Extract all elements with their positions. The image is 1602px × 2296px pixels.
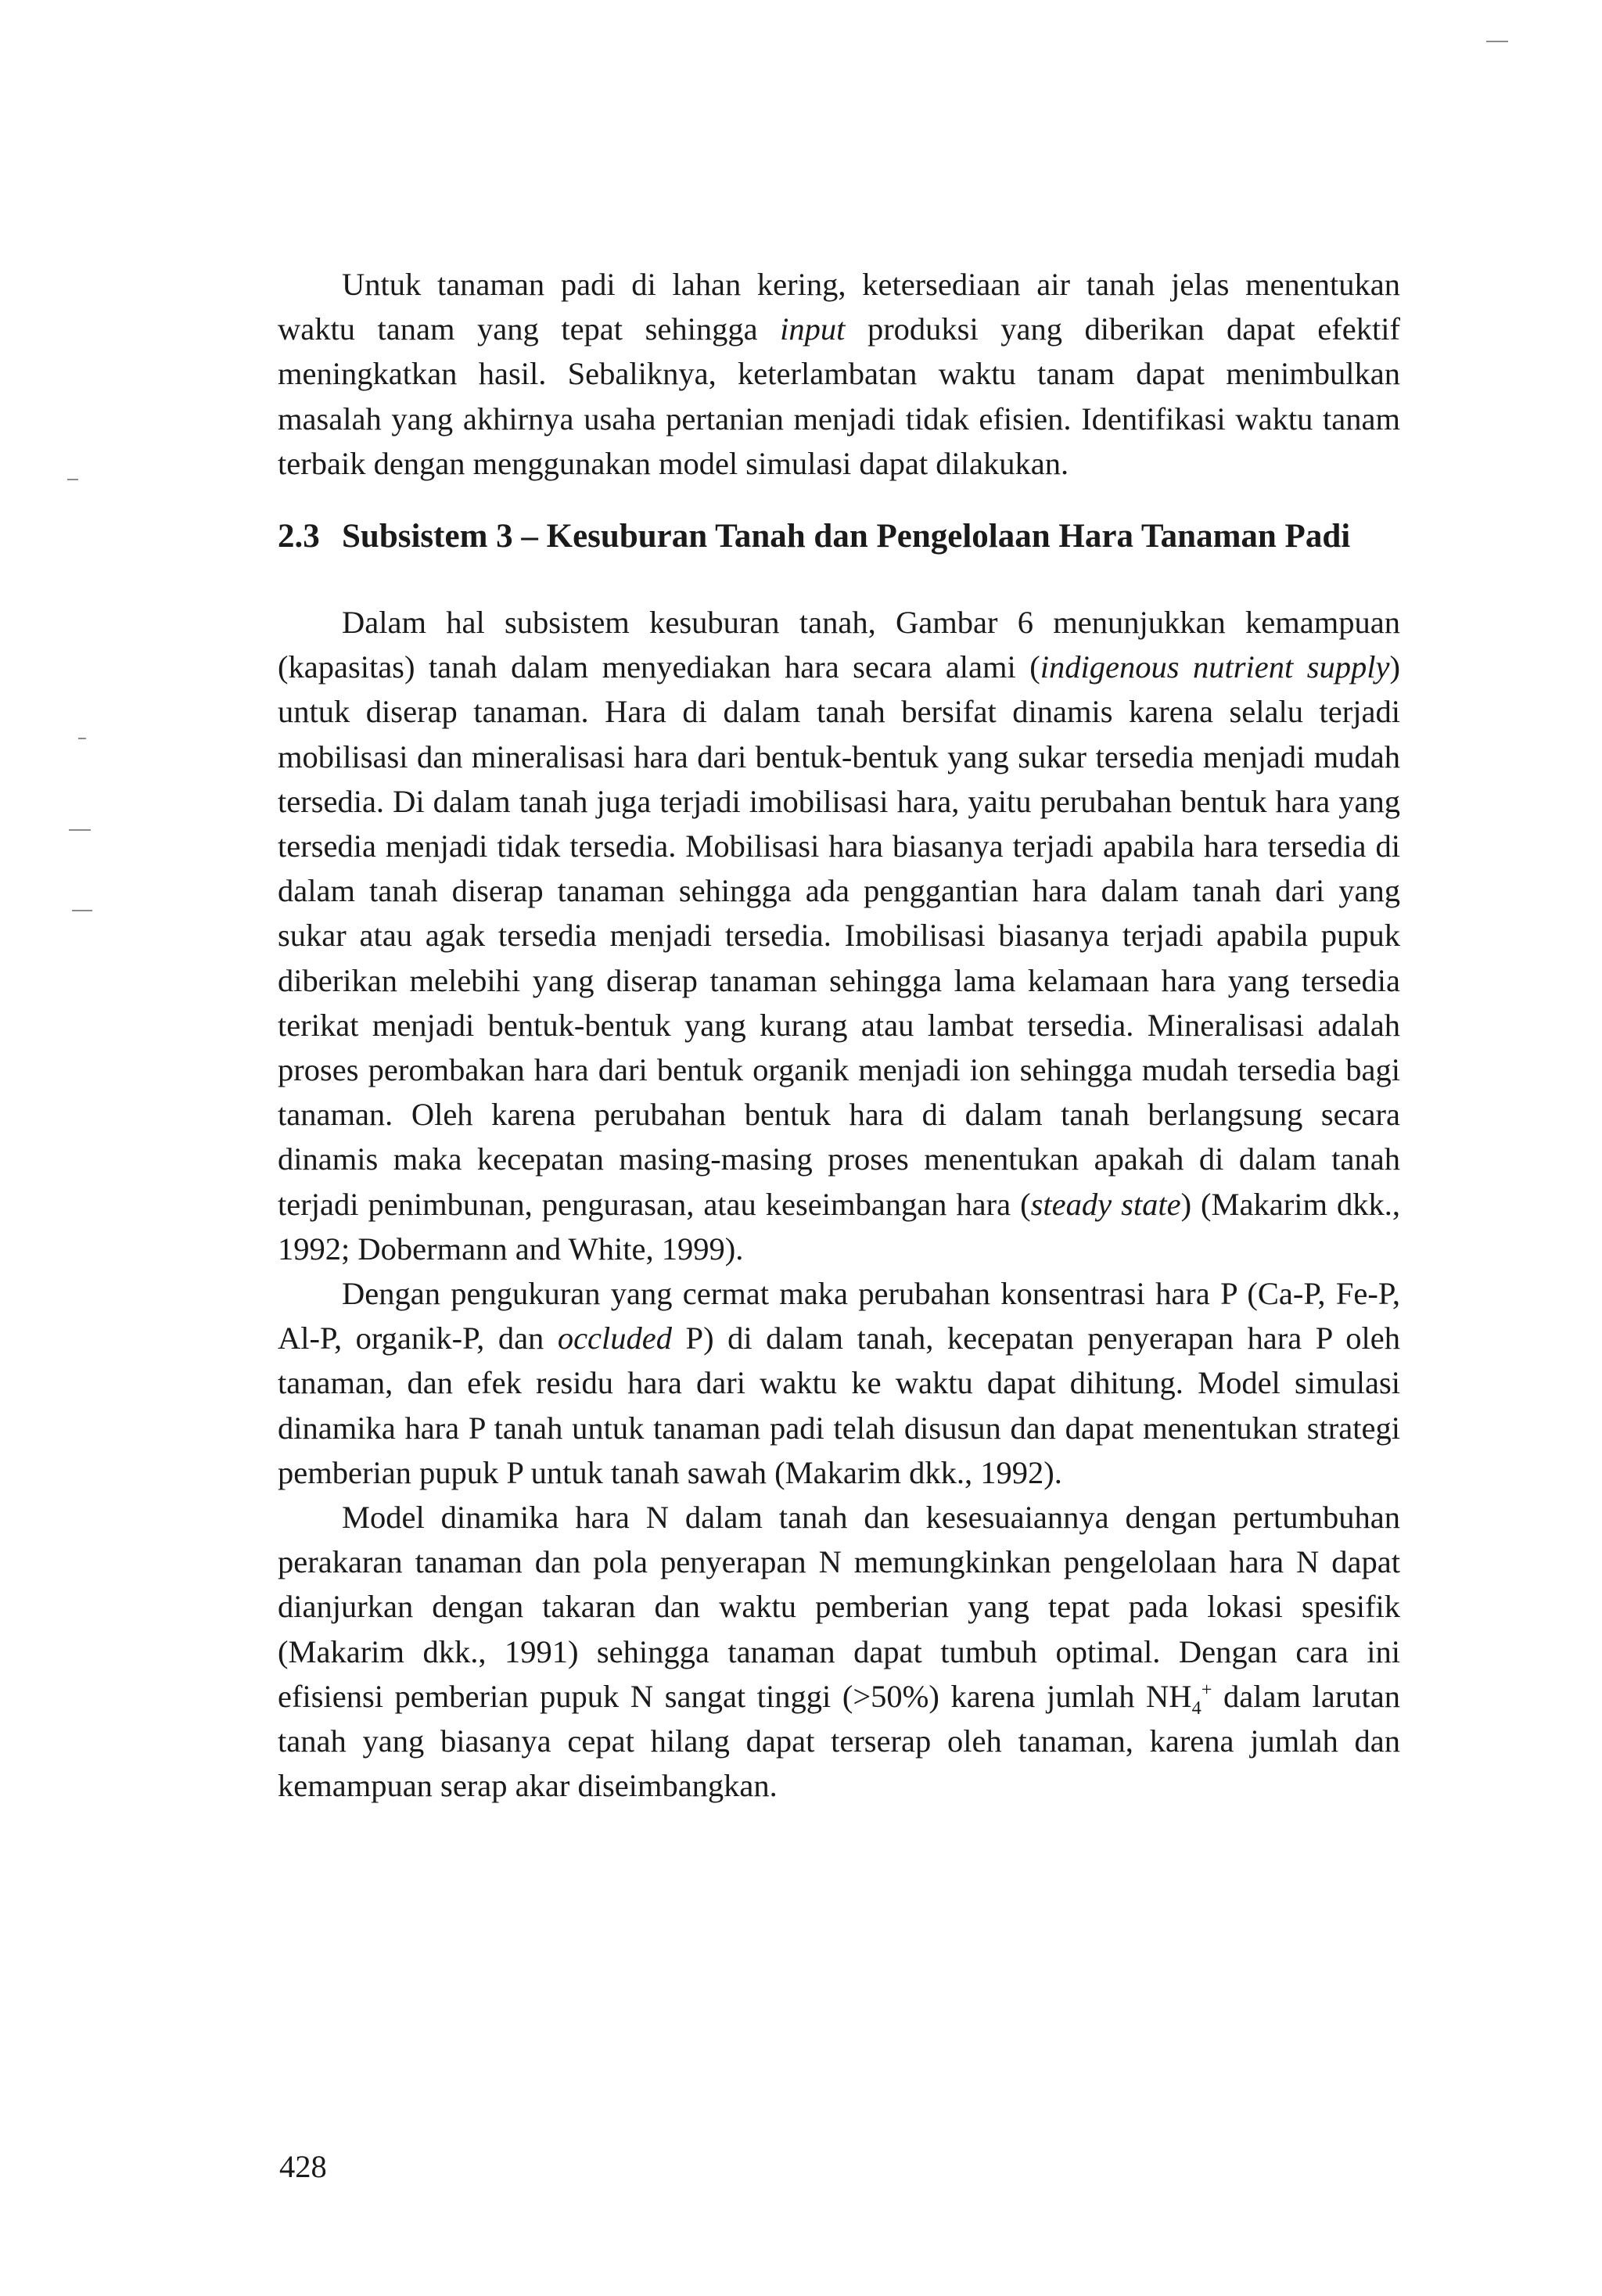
body-paragraph: Dalam hal subsistem kesuburan tanah, Gambar 6 menunjukkan kemampuan (kapasitas) tanah dalam menyediakan hara secara alami (indigenous nutrient supply) untuk diserap tanaman. Hara di dalam tanah bersifat dinamis karena selalu terjadi mobilisasi dan mineralisasi hara dari bentuk-bentuk yang sukar tersedia menjadi mudah tersedia. Di dalam tanah juga terjadi imobilisasi hara, yaitu perubahan bentuk hara yang tersedia menjadi tidak tersedia. Mobilisasi hara biasanya terjadi apabila hara tersedia di dalam tanah diserap tanaman sehingga ada penggantian hara dalam tanah dari yang sukar atau agak tersedia menjadi tersedia. Imobilisasi biasanya terjadi apabila pupuk diberikan melebihi yang diserap tanaman sehingga lama kelamaan hara yang tersedia terikat menjadi bentuk-bentuk yang kurang atau lambat tersedia. Mineralisasi adalah proses perombakan hara dari bentuk organik menjadi ion sehingga mudah tersedia bagi tanaman. Oleh karena perubahan bentuk hara di dalam tanah berlangsung secara dinamis maka kecepatan masing-masing proses menentukan apakah di dalam tanah terjadi penimbunan, pengurasan, atau keseimbangan hara (steady state) (Makarim dkk., 1992; Dobermann and White, 1999). — [278, 605, 1401, 1267]
scan-mark — [78, 738, 86, 739]
scan-mark — [72, 910, 92, 911]
body-paragraph: Model dinamika hara N dalam tanah dan kesesuaiannya dengan pertumbuhan perakaran tanaman dan pola penyerapan N memungkinkan pengelolaan hara N dapat dianjurkan dengan takaran dan waktu pemberian yang tepat pada lokasi spesifik (Makarim dkk., 1991) sehingga tanaman dapat tumbuh optimal. Dengan cara ini efisiensi pemberian pupuk N sangat tinggi (>50%) karena jumlah $NH_4^+$ dalam larutan tanah yang biasanya cepat hilang dapat terserap oleh tanaman, karena jumlah dan kemampuan serap akar diseimbangkan. — [278, 1500, 1400, 1804]
scan-mark — [69, 829, 91, 831]
scan-mark — [67, 479, 78, 480]
intro-paragraph: Untuk tanaman padi di lahan kering, ketersediaan air tanah jelas menentukan waktu tanam yang tepat sehingga input produksi yang diberikan dapat efektif meningkatkan hasil. Sebaliknya, keterlambatan waktu tanam dapat menimbulkan masalah yang akhirnya usaha pertanian menjadi tidak efisien. Identifikasi waktu tanam terbaik dengan menggunakan model simulasi dapat dilakukan. — [278, 267, 1400, 481]
section-heading — [278, 514, 1400, 559]
main-content — [278, 262, 1400, 1809]
page-number: 428 — [279, 2149, 327, 2184]
section-number: 2.3 — [278, 518, 320, 555]
body-paragraph: Dengan pengukuran yang cermat maka perubahan konsentrasi hara P (Ca-P, Fe-P, Al-P, organik-P, dan occluded P) di dalam tanah, kecepatan penyerapan hara P oleh tanaman, dan efek residu hara dari waktu ke waktu dapat dihitung. Model simulasi dinamika hara P tanah untuk tanaman padi telah disusun dan dapat menentukan strategi pemberian pupuk P untuk tanah sawah (Makarim dkk., 1992). — [278, 1276, 1400, 1490]
section-title: Subsistem 3 – Kesuburan Tanah dan Pengelolaan Hara Tanaman Padi — [342, 518, 1351, 555]
scan-mark — [1486, 41, 1508, 42]
